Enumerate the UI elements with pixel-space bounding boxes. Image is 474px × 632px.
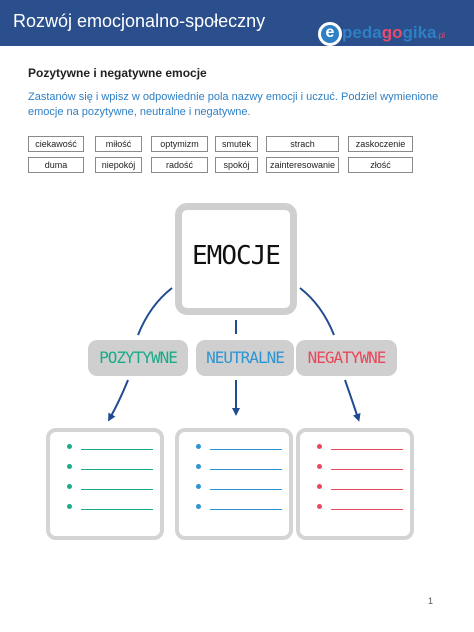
answer-line[interactable]	[210, 489, 282, 490]
answer-line[interactable]	[331, 509, 403, 510]
bullet-icon	[67, 504, 72, 509]
page-title: Rozwój emocjonalno-społeczny	[13, 11, 266, 31]
bullet-icon	[196, 504, 201, 509]
page-number: 1	[428, 596, 434, 606]
word-chip: zaskoczenie	[348, 136, 413, 152]
logo-wordmark: pedagogika.pl	[342, 23, 445, 42]
answer-box-neutral	[175, 428, 293, 540]
instruction-text: Zastanów się i wpisz w odpowiednie pola nazwy emocji i uczuć. Podziel wymienione emocje na pozytywne, neutralne i negatywne.	[28, 91, 439, 118]
bullet-icon	[196, 464, 201, 469]
answer-line[interactable]	[81, 469, 153, 470]
word-chip: strach	[266, 136, 339, 152]
bullet-icon	[67, 484, 72, 489]
category-label-negative: NEGATYWNE	[307, 348, 386, 367]
answer-line[interactable]	[81, 449, 153, 450]
answer-line[interactable]	[81, 489, 153, 490]
bullet-icon	[196, 484, 201, 489]
answer-line[interactable]	[331, 469, 403, 470]
category-label-positive: POZYTYWNE	[99, 348, 177, 367]
bullet-icon	[67, 444, 72, 449]
bullet-icon	[67, 464, 72, 469]
word-chip: optymizm	[151, 136, 208, 152]
answer-line[interactable]	[210, 469, 282, 470]
word-chip: złość	[348, 157, 413, 173]
logo-e-letter: e	[325, 24, 335, 41]
answer-line[interactable]	[210, 449, 282, 450]
bullet-icon	[317, 504, 322, 509]
word-chip: radość	[151, 157, 208, 173]
word-chip: miłość	[95, 136, 142, 152]
word-chip: duma	[28, 157, 84, 173]
word-chip: niepokój	[95, 157, 142, 173]
connector-right	[300, 288, 334, 335]
connector-left	[138, 288, 172, 335]
answer-box-negative	[296, 428, 414, 540]
arrow-left	[110, 380, 128, 418]
bullet-icon	[317, 464, 322, 469]
word-chip: zainteresowanie	[266, 157, 339, 173]
answer-line[interactable]	[81, 509, 153, 510]
arrow-right	[345, 380, 358, 418]
word-chip: ciekawość	[28, 136, 84, 152]
answer-line[interactable]	[331, 449, 403, 450]
section-title: Pozytywne i negatywne emocje	[28, 66, 207, 80]
bullet-icon	[196, 444, 201, 449]
bullet-icon	[317, 484, 322, 489]
answer-line[interactable]	[210, 509, 282, 510]
emotions-center-label: EMOCJE	[192, 241, 280, 271]
bullet-icon	[317, 444, 322, 449]
answer-line[interactable]	[331, 489, 403, 490]
answer-box-positive	[46, 428, 164, 540]
word-chip: spokój	[215, 157, 258, 173]
category-label-neutral: NEUTRALNE	[206, 348, 284, 367]
word-chip: smutek	[215, 136, 258, 152]
